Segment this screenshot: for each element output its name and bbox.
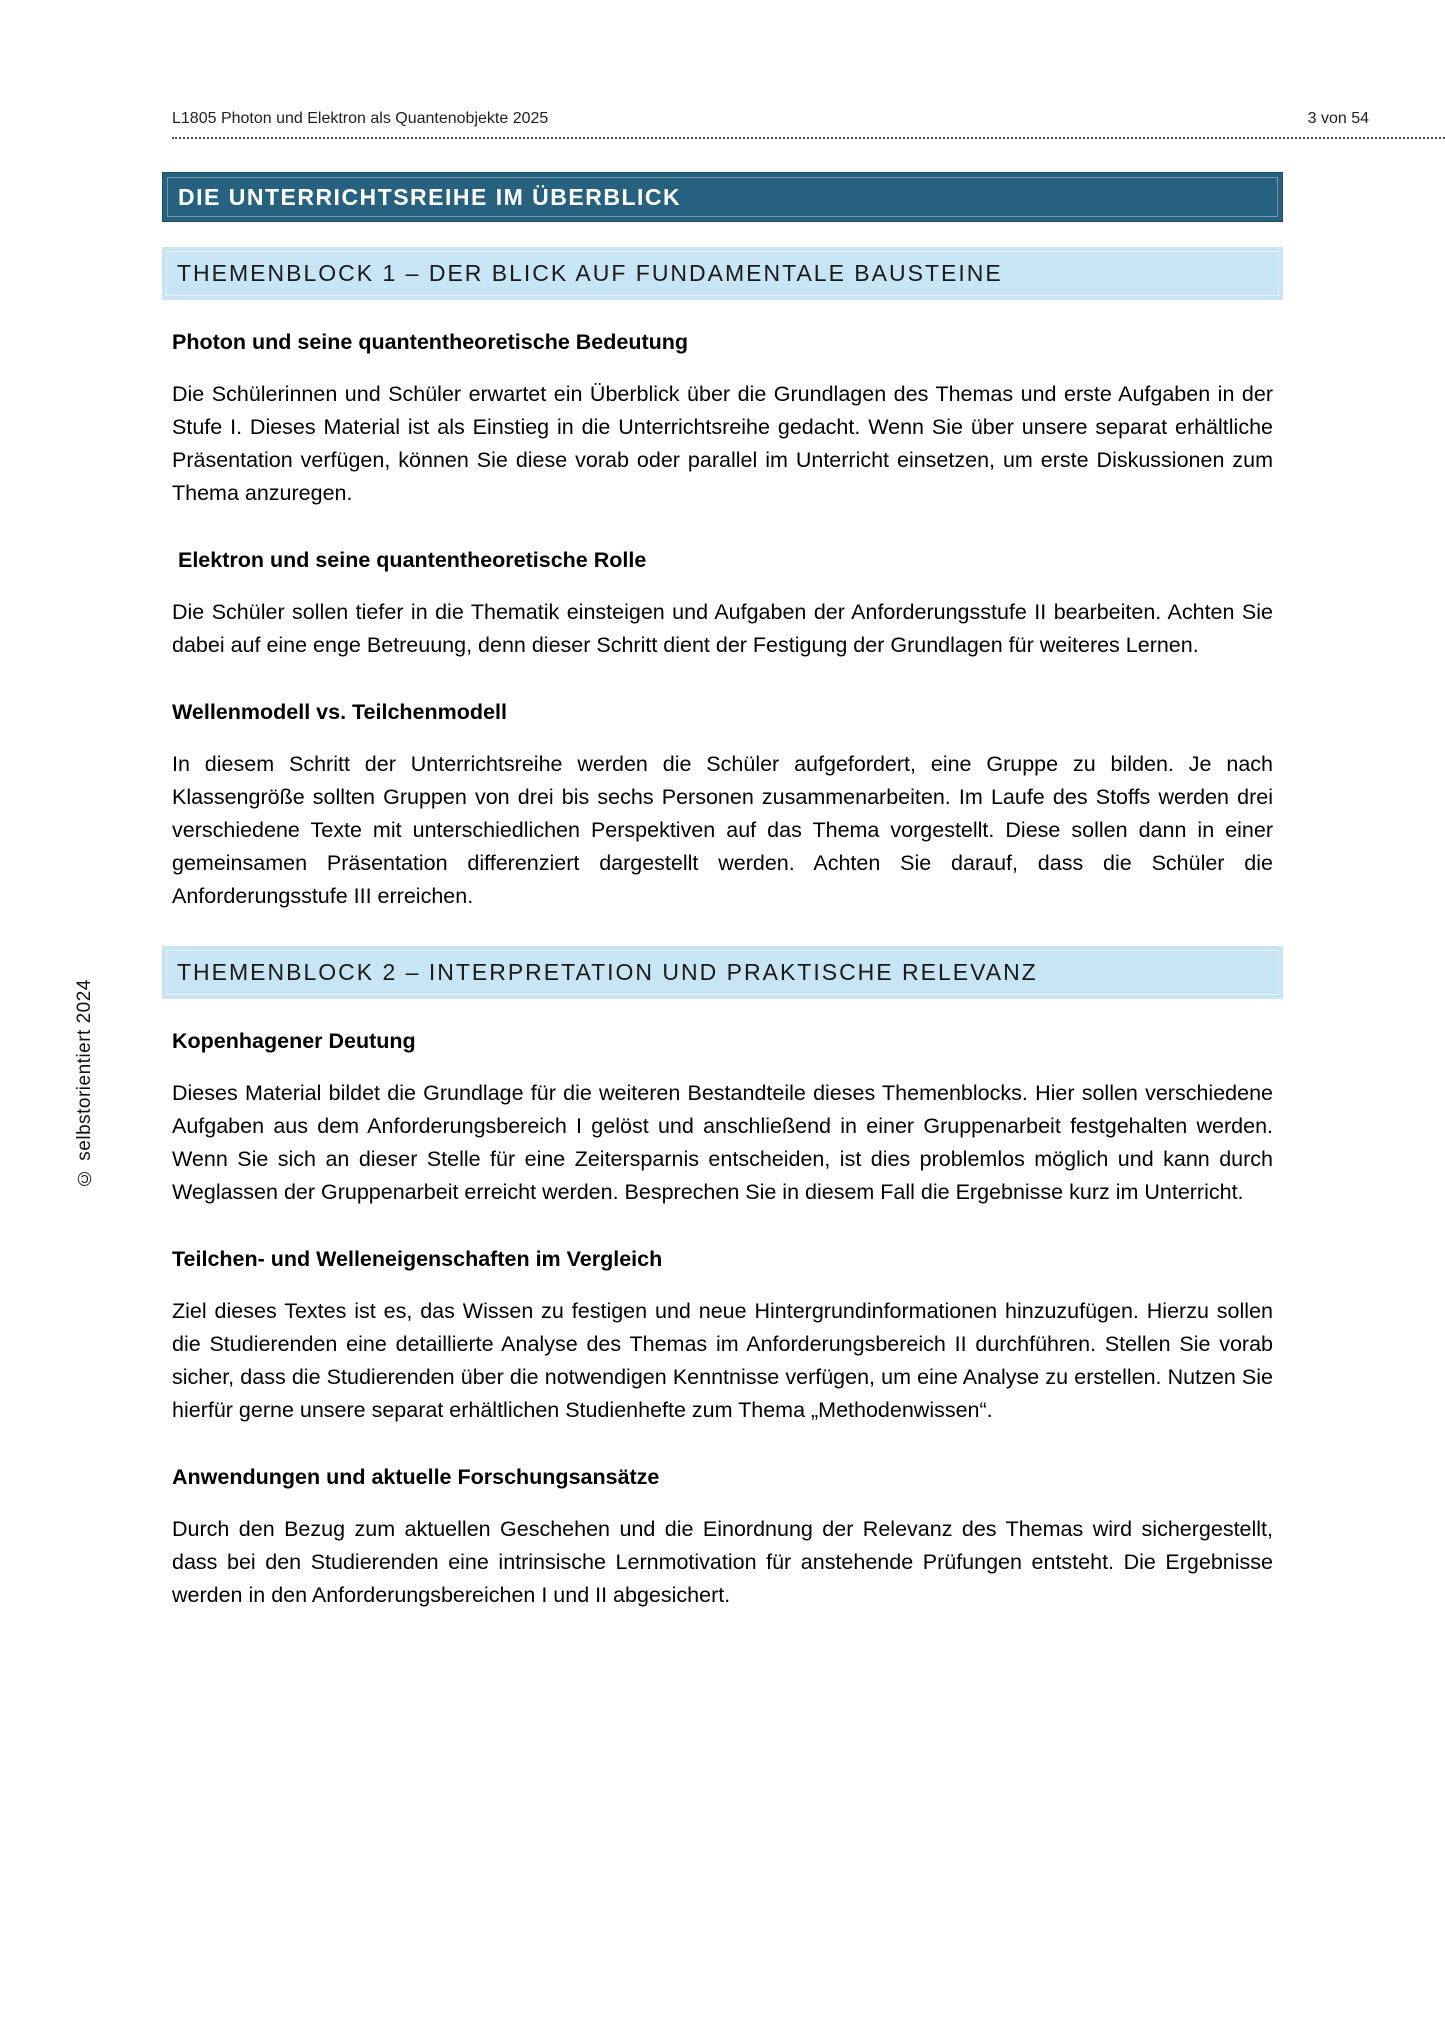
main-title-banner-label: DIE UNTERRICHTSREIHE IM ÜBERBLICK [178, 183, 682, 210]
section-body-anwendungen-forschung: Durch den Bezug zum aktuellen Geschehen und die Einordnung der Relevanz des Themas wird sichergestellt, dass bei den Studierenden eine intrinsische Lernmotivation für anstehende Prüfungen entsteht. Die Ergebnisse werden in den Anforderungsbereichen I und II abgesichert. [172, 1517, 1273, 1607]
section-heading-photon: Photon und seine quantentheoretische Bedeutung [172, 330, 689, 354]
page-header [172, 110, 1445, 139]
section-heading-kopenhagener-deutung: Kopenhagener Deutung [172, 1029, 416, 1053]
themenblock-1-sections [172, 329, 1273, 913]
section-heading-teilchen-wellen-vergleich: Teilchen- und Welleneigenschaften im Vergleich [172, 1247, 663, 1271]
section-body-kopenhagener-deutung: Dieses Material bildet die Grundlage für die weiteren Bestandteile dieses Themenblocks. Hier sollen verschiedene Aufgaben aus dem Anforderungsbereich I gelöst und anschließend in einer Gruppenarbeit festgehalten werden. Wenn Sie sich an dieser Stelle für eine Zeitersparnis entscheiden, ist dies problemlos möglich und kann durch Weglassen der Gruppenarbeit erreicht werden. Besprechen Sie in diesem Fall die Ergebnisse kurz im Unterricht. [172, 1081, 1273, 1204]
section-heading-anwendungen-forschung: Anwendungen und aktuelle Forschungsansätze [172, 1465, 660, 1489]
section-body-teilchen-wellen-vergleich: Ziel dieses Textes ist es, das Wissen zu festigen und neue Hintergrundinformationen hinzuzufügen. Hierzu sollen die Studierenden eine detaillierte Analyse des Themas im Anforderungsbereich II durchführen. Stellen Sie vorab sicher, dass die Studierenden über die notwendigen Kenntnisse verfügen, um eine Analyse zu erstellen. Nutzen Sie hierfür gerne unsere separat erhältlichen Studienhefte zum Thema „Methodenwissen“. [172, 1299, 1273, 1422]
copyright-sidenote: © selbstorientiert 2024 [74, 979, 95, 1188]
themenblock-2-banner [162, 946, 1283, 999]
section-body-elektron: Die Schüler sollen tiefer in die Thematik einsteigen und Aufgaben der Anforderungsstufe II bearbeiten. Achten Sie dabei auf eine enge Betreuung, denn dieser Schritt dient der Festigung der Grundlagen für weiteres Lernen. [172, 600, 1273, 657]
section-heading-wellenmodell: Wellenmodell vs. Teilchenmodell [172, 700, 507, 724]
main-title-banner [162, 172, 1283, 222]
themenblock-1-banner-label: THEMENBLOCK 1 – DER BLICK AUF FUNDAMENTALE BAUSTEINE [177, 260, 1003, 286]
section-body-wellenmodell: In diesem Schritt der Unterrichtsreihe werden die Schüler aufgefordert, eine Gruppe zu bilden. Je nach Klassengröße sollten Gruppen von drei bis sechs Personen zusammenarbeiten. Im Laufe des Stoffs werden drei verschiedene Texte mit unterschiedlichen Perspektiven auf das Thema vorgestellt. Diese sollen dann in einer gemeinsamen Präsentation differenziert dargestellt werden. Achten Sie darauf, dass die Schüler die Anforderungsstufe III erreichen. [172, 752, 1273, 908]
section-heading-elektron: Elektron und seine quantentheoretische Rolle [172, 548, 647, 572]
page-number-indicator: 3 von 54 [1307, 110, 1369, 127]
themenblock-2-banner-label: THEMENBLOCK 2 – INTERPRETATION UND PRAKTISCHE RELEVANZ [177, 959, 1038, 985]
document-title: L1805 Photon und Elektron als Quantenobjekte 2025 [172, 110, 549, 127]
section-body-photon: Die Schülerinnen und Schüler erwartet ein Überblick über die Grundlagen des Themas und erste Aufgaben in der Stufe I. Dieses Material ist als Einstieg in die Unterrichtsreihe gedacht. Wenn Sie über unsere separat erhältliche Präsentation verfügen, können Sie diese vorab oder parallel im Unterricht einsetzen, um erste Diskussionen zum Thema anzuregen. [172, 382, 1273, 505]
themenblock-2-sections [172, 1028, 1273, 1612]
themenblock-1-banner [162, 247, 1283, 300]
content-column [162, 172, 1283, 1612]
